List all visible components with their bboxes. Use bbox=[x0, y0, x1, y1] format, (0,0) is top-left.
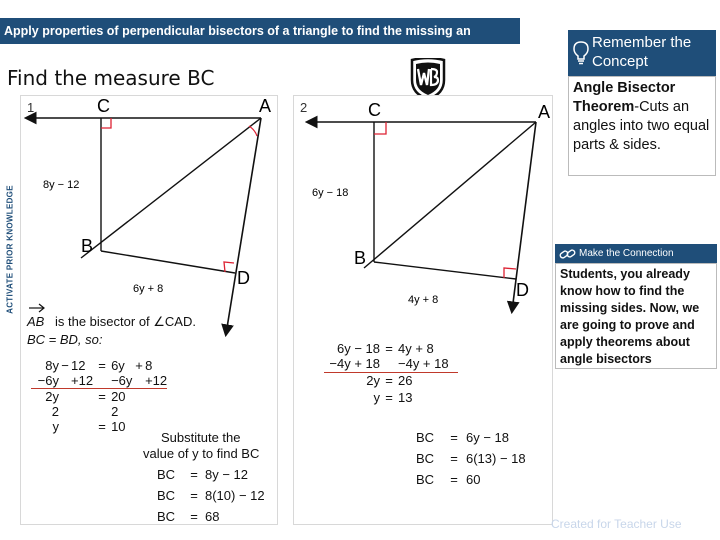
label-a: A bbox=[538, 102, 551, 122]
problem-1-work bbox=[31, 358, 167, 434]
problem-2-bc-work bbox=[416, 427, 526, 490]
bc-row: BC = 60 bbox=[416, 472, 481, 487]
right-angle-c bbox=[101, 118, 111, 128]
work-row: y = 10 bbox=[52, 419, 126, 434]
concept-box bbox=[568, 76, 716, 176]
work-row: 6y − 18 = 4y + 8 bbox=[336, 340, 434, 356]
problem-number: 2 bbox=[300, 100, 308, 115]
remember-line2: Concept bbox=[592, 53, 648, 70]
ray-symbol-icon bbox=[27, 300, 47, 310]
make-connection-title: Make the Connection bbox=[579, 248, 674, 259]
ray-ab bbox=[364, 122, 536, 268]
bc-row: BC = 8(10) − 12 bbox=[157, 488, 265, 503]
problem-1-diagram bbox=[21, 96, 279, 526]
statement-bc-bd: BC = BD, so: bbox=[27, 332, 103, 347]
activate-prior-knowledge-label: ACTIVATE PRIOR KNOWLEDGE bbox=[5, 185, 15, 314]
remember-concept-header bbox=[568, 30, 716, 78]
work-row: −4y + 18 −4y + 18 bbox=[329, 356, 449, 372]
bc-row: BC = 68 bbox=[157, 509, 220, 524]
problem-1-bc-work bbox=[157, 464, 265, 527]
label-c: C bbox=[368, 100, 381, 120]
work-row: y = 13 bbox=[373, 390, 413, 405]
ray-ad bbox=[226, 118, 261, 334]
page-heading: Find the measure BC bbox=[7, 66, 215, 90]
angle-arc-a bbox=[249, 126, 257, 136]
ray-ab bbox=[81, 118, 261, 258]
problem-1-panel bbox=[20, 95, 278, 525]
bc-row: BC = 8y − 12 bbox=[157, 467, 249, 482]
label-b: B bbox=[81, 236, 94, 256]
make-connection-header bbox=[555, 244, 717, 264]
wb-logo-icon bbox=[408, 58, 448, 100]
label-b: B bbox=[354, 248, 367, 268]
statement-bisector: is the bisector of ∠CAD. bbox=[55, 314, 196, 329]
right-angle-d bbox=[224, 262, 234, 272]
concept-term: Angle Bisector Theorem bbox=[573, 80, 676, 115]
bc-row: BC = 6(13) − 18 bbox=[416, 451, 526, 466]
work-row: 2 2 bbox=[51, 404, 119, 419]
label-c: C bbox=[97, 96, 110, 116]
bc-row: BC = 6y − 18 bbox=[416, 430, 510, 445]
segment-cb-label: 6y − 18 bbox=[312, 187, 349, 199]
work-row: 2y = 26 bbox=[324, 372, 458, 389]
chain-link-icon bbox=[559, 247, 577, 261]
problem-number: 1 bbox=[27, 100, 35, 115]
label-a: A bbox=[259, 96, 272, 116]
concept-description: -Cuts an angles into two equal parts & sides. bbox=[573, 99, 710, 153]
substitute-text: Substitute the bbox=[161, 430, 241, 445]
label-d: D bbox=[516, 280, 529, 300]
segment-bd-label: 6y + 8 bbox=[133, 283, 164, 295]
label-d: D bbox=[237, 268, 250, 288]
right-angle-d bbox=[504, 268, 516, 278]
lesson-title-banner: Apply properties of perpendicular bisectors of a triangle to find the missing an bbox=[0, 18, 520, 44]
statement-ray: AB bbox=[27, 314, 45, 329]
work-row: −6y +12 −6y +12 bbox=[37, 373, 168, 388]
remember-line1: Remember the bbox=[592, 34, 692, 51]
segment-bd-label: 4y + 8 bbox=[408, 294, 439, 306]
connection-text: Students, you already know how to find the missing sides. Now, we are going to prove and apply theorems about angle bisectors bbox=[555, 263, 717, 369]
problem-2-panel bbox=[293, 95, 553, 525]
substitute-text-2: value of y to find BC bbox=[143, 446, 260, 461]
right-angle-c bbox=[374, 122, 386, 134]
work-row: 2y = 20 bbox=[31, 389, 167, 405]
lightbulb-icon bbox=[572, 39, 590, 65]
segment-cb-label: 8y − 12 bbox=[43, 179, 80, 191]
segment-bd bbox=[101, 251, 235, 273]
footer-note: Created for Teacher Use bbox=[551, 517, 682, 531]
work-row: 8y − 12 = 6y + 8 bbox=[45, 358, 153, 373]
problem-2-work bbox=[324, 340, 458, 406]
segment-bd bbox=[374, 262, 516, 279]
